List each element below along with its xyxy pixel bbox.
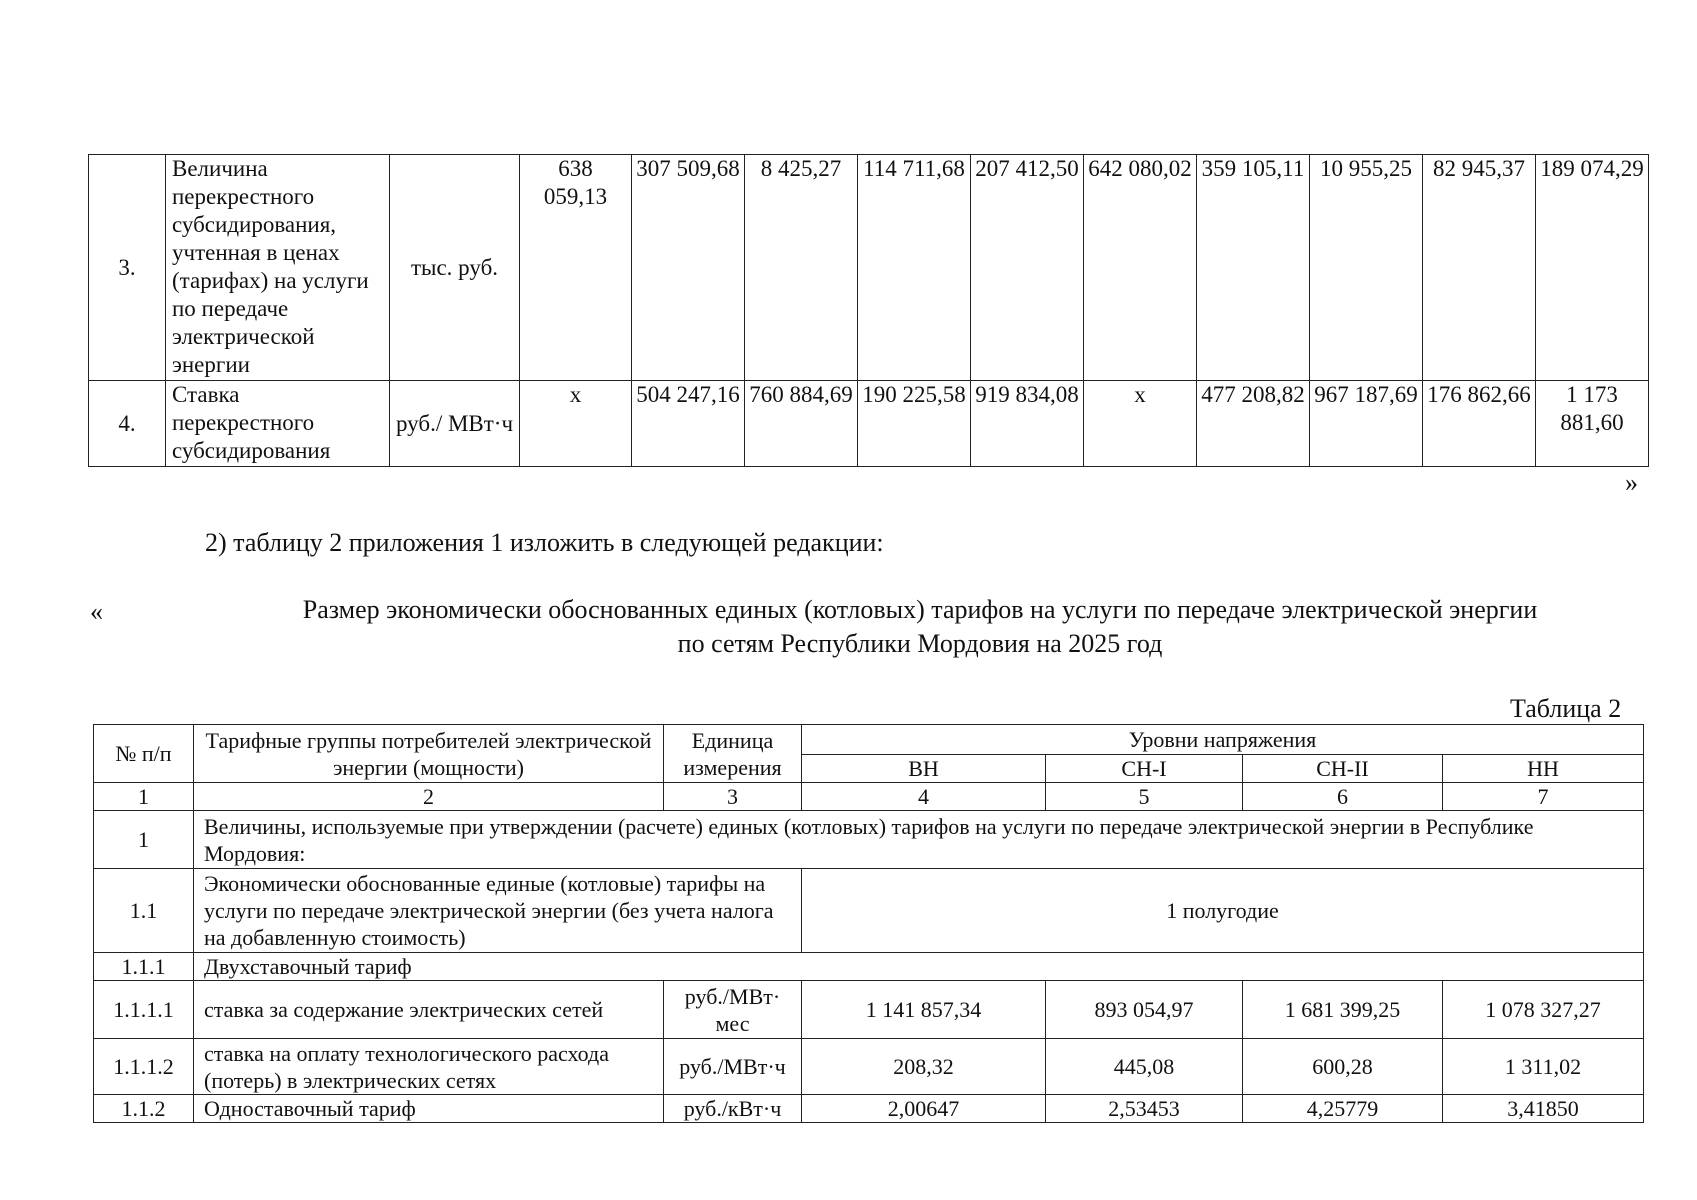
table-cell: 189 074,29	[1536, 155, 1649, 381]
row-text: Экономически обоснованные единые (котловые) тарифы на услуги по передаче электрической энергии (без учета налога на добавленную стоимость)	[194, 869, 802, 953]
tariff-table	[93, 724, 1644, 1123]
header-level: СН-II	[1243, 755, 1443, 783]
table-cell: 967 187,69	[1310, 381, 1423, 467]
table-cell: 642 080,02	[1084, 155, 1197, 381]
table-row	[89, 381, 1649, 467]
col-number: 4	[802, 783, 1046, 811]
row-unit: руб./кВт·ч	[664, 1095, 802, 1123]
table-cell: 1 141 857,34	[802, 981, 1046, 1039]
col-number: 6	[1243, 783, 1443, 811]
table-row	[94, 1039, 1644, 1095]
table-cell: 919 834,08	[971, 381, 1084, 467]
row-text: ставка на оплату технологического расхода (потерь) в электрических сетях	[194, 1039, 664, 1095]
row-text: Двухставочный тариф	[194, 953, 1644, 981]
table-cell: 893 054,97	[1046, 981, 1243, 1039]
row-unit: руб./МВт·ч	[664, 1039, 802, 1095]
header-levels: Уровни напряжения	[802, 725, 1644, 755]
table-cell: 176 862,66	[1423, 381, 1536, 467]
header-level: СН-I	[1046, 755, 1243, 783]
instruction-text: 2) таблицу 2 приложения 1 изложить в следующей редакции:	[205, 528, 884, 557]
header-row	[94, 725, 1644, 755]
col-number: 1	[94, 783, 194, 811]
row-number: 4.	[89, 381, 166, 467]
header-level: ВН	[802, 755, 1046, 783]
table-cell: 1 681 399,25	[1243, 981, 1443, 1039]
table-cell: х	[520, 381, 632, 467]
row-name: Величина перекрестного субсидирования, учтенная в ценах (тарифах) на услуги по передаче электрической энергии	[166, 155, 390, 381]
table-row	[94, 811, 1644, 869]
table-cell: 190 225,58	[858, 381, 971, 467]
row-number: 1	[94, 811, 194, 869]
row-number: 1.1.1	[94, 953, 194, 981]
closing-quote: »	[1625, 468, 1638, 497]
table-cell: 82 945,37	[1423, 155, 1536, 381]
table-row	[94, 869, 1644, 953]
table-cell: 2,00647	[802, 1095, 1046, 1123]
col-number: 7	[1443, 783, 1644, 811]
table-cell: 359 105,11	[1197, 155, 1310, 381]
row-text: Величины, используемые при утверждении (расчете) единых (котловых) тарифов на услуги по передаче электрической энергии в Республике Мордовия:	[194, 811, 1644, 869]
row-text: ставка за содержание электрических сетей	[194, 981, 664, 1039]
header-groups: Тарифные группы потребителей электрической энергии (мощности)	[194, 725, 664, 783]
col-number: 5	[1046, 783, 1243, 811]
table-label: Таблица 2	[1510, 694, 1622, 723]
row-name: Ставка перекрестного субсидирования	[166, 381, 390, 467]
row-number: 1.1.2	[94, 1095, 194, 1123]
table-cell: 638 059,13	[520, 155, 632, 381]
table-cell: 307 509,68	[632, 155, 745, 381]
row-unit: руб./МВт· мес	[664, 981, 802, 1039]
row-number: 1.1.1.2	[94, 1039, 194, 1095]
col-number: 3	[664, 783, 802, 811]
row-number: 1.1.1.1	[94, 981, 194, 1039]
table-cell: 760 884,69	[745, 381, 858, 467]
row-number: 1.1	[94, 869, 194, 953]
table-cell: 114 711,68	[858, 155, 971, 381]
table-row	[89, 155, 1649, 381]
table-cell: 4,25779	[1243, 1095, 1443, 1123]
row-unit: руб./ МВт·ч	[390, 381, 520, 467]
table-row	[94, 981, 1644, 1039]
header-num: № п/п	[94, 725, 194, 783]
header-level: НН	[1443, 755, 1644, 783]
table-cell: 10 955,25	[1310, 155, 1423, 381]
title-line-2: по сетям Республики Мордовия на 2025 год	[677, 629, 1163, 658]
header-unit: Единица измерения	[664, 725, 802, 783]
table-row	[94, 1095, 1644, 1123]
cross-subsidy-table	[88, 154, 1649, 467]
table-cell: 3,41850	[1443, 1095, 1644, 1123]
table-cell: 1 173 881,60	[1536, 381, 1649, 467]
table-cell: 1 078 327,27	[1443, 981, 1644, 1039]
table-title	[230, 593, 1610, 661]
table-cell: 8 425,27	[745, 155, 858, 381]
period-label: 1 полугодие	[802, 869, 1644, 953]
opening-quote: «	[90, 597, 103, 626]
table-cell: 207 412,50	[971, 155, 1084, 381]
row-unit: тыс. руб.	[390, 155, 520, 381]
col-number: 2	[194, 783, 664, 811]
title-line-1: Размер экономически обоснованных единых (котловых) тарифов на услуги по передаче электрической энергии	[302, 595, 1538, 624]
table-cell: х	[1084, 381, 1197, 467]
column-numbers-row	[94, 783, 1644, 811]
table-row	[94, 953, 1644, 981]
table-cell: 600,28	[1243, 1039, 1443, 1095]
table-cell: 1 311,02	[1443, 1039, 1644, 1095]
table-cell: 208,32	[802, 1039, 1046, 1095]
table-cell: 477 208,82	[1197, 381, 1310, 467]
row-text: Одноставочный тариф	[194, 1095, 664, 1123]
table-cell: 2,53453	[1046, 1095, 1243, 1123]
row-number: 3.	[89, 155, 166, 381]
table-cell: 504 247,16	[632, 381, 745, 467]
table-cell: 445,08	[1046, 1039, 1243, 1095]
